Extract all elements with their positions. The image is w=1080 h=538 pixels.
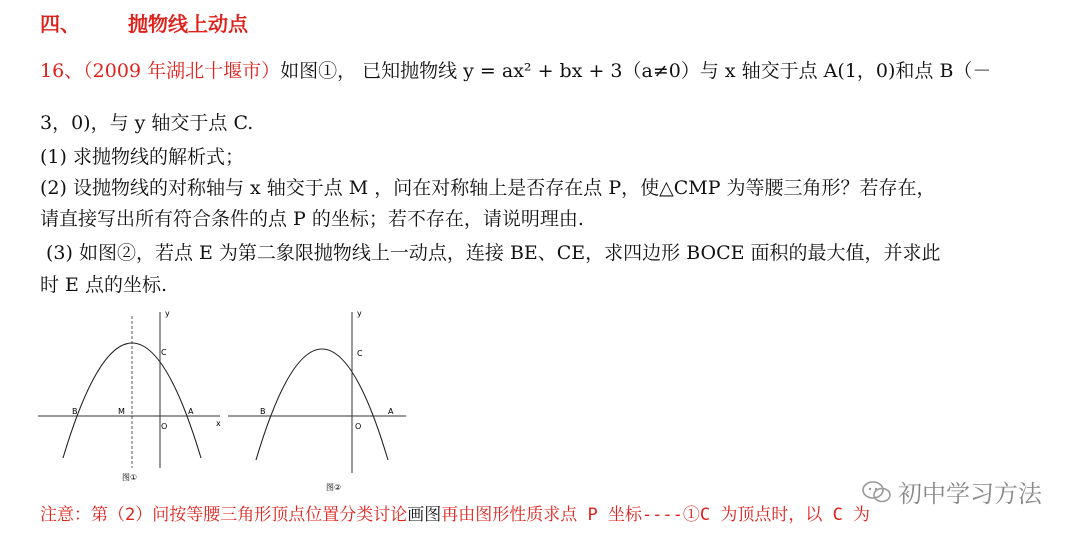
- section-title: 抛物线上动点: [128, 12, 248, 36]
- problem-source: 16、（2009 年湖北十堰市）: [40, 60, 281, 82]
- problem-intro-line: [40, 58, 991, 84]
- label-y: y: [357, 309, 362, 318]
- label-m: M: [118, 407, 125, 416]
- note-line: [40, 500, 870, 525]
- label-x: x: [216, 419, 221, 428]
- question-3-line-1: (3) 如图②，若点 E 为第二象限抛物线上一动点，连接 BE、CE，求四边形 BOCE 面积的最大值，并求此: [46, 242, 941, 264]
- parabola: [63, 343, 201, 458]
- label-c: C: [161, 348, 167, 357]
- figure-1-diagram: [38, 308, 228, 498]
- note-black-part: 画图: [407, 505, 442, 525]
- question-1: (1) 求抛物线的解析式；: [40, 146, 244, 168]
- section-number: 四、: [40, 12, 80, 36]
- figure-2-caption: 图②: [326, 483, 342, 492]
- label-o: O: [161, 422, 168, 431]
- label-a: A: [388, 407, 394, 416]
- section-header: [40, 8, 248, 37]
- watermark-text: 初中学习方法: [898, 480, 1042, 508]
- question-3-line-2: 时 E 点的坐标.: [40, 274, 167, 296]
- problem-intro: 如图①， 已知抛物线 y = ax² + bx + 3（a≠0）与 x 轴交于点 A(1，0)和点 B（－: [280, 60, 992, 82]
- note-red-part: 注意：第（2）问按等腰三角形顶点位置分类讨论: [40, 505, 408, 525]
- figure-2-diagram: [228, 308, 418, 498]
- label-o: O: [355, 422, 362, 431]
- problem-intro-continued: 3，0)，与 y 轴交于点 C.: [40, 112, 254, 134]
- question-2-line-1: (2) 设抛物线的对称轴与 x 轴交于点 M ，问在对称轴上是否存在点 P，使△CMP 为等腰三角形？若存在，: [40, 177, 936, 199]
- label-b: B: [260, 407, 266, 416]
- note-red-part-2: 再由图形性质求点 P 坐标----①C 为顶点时，以 C 为: [441, 505, 871, 525]
- figure-1-caption: 图①: [122, 473, 138, 482]
- parabola: [256, 349, 388, 460]
- watermark: [862, 474, 1042, 509]
- label-a: A: [188, 407, 194, 416]
- label-c: C: [357, 349, 363, 358]
- label-y: y: [165, 309, 170, 318]
- question-2-line-2: 请直接写出所有符合条件的点 P 的坐标；若不存在，请说明理由.: [40, 208, 584, 230]
- label-b: B: [72, 407, 78, 416]
